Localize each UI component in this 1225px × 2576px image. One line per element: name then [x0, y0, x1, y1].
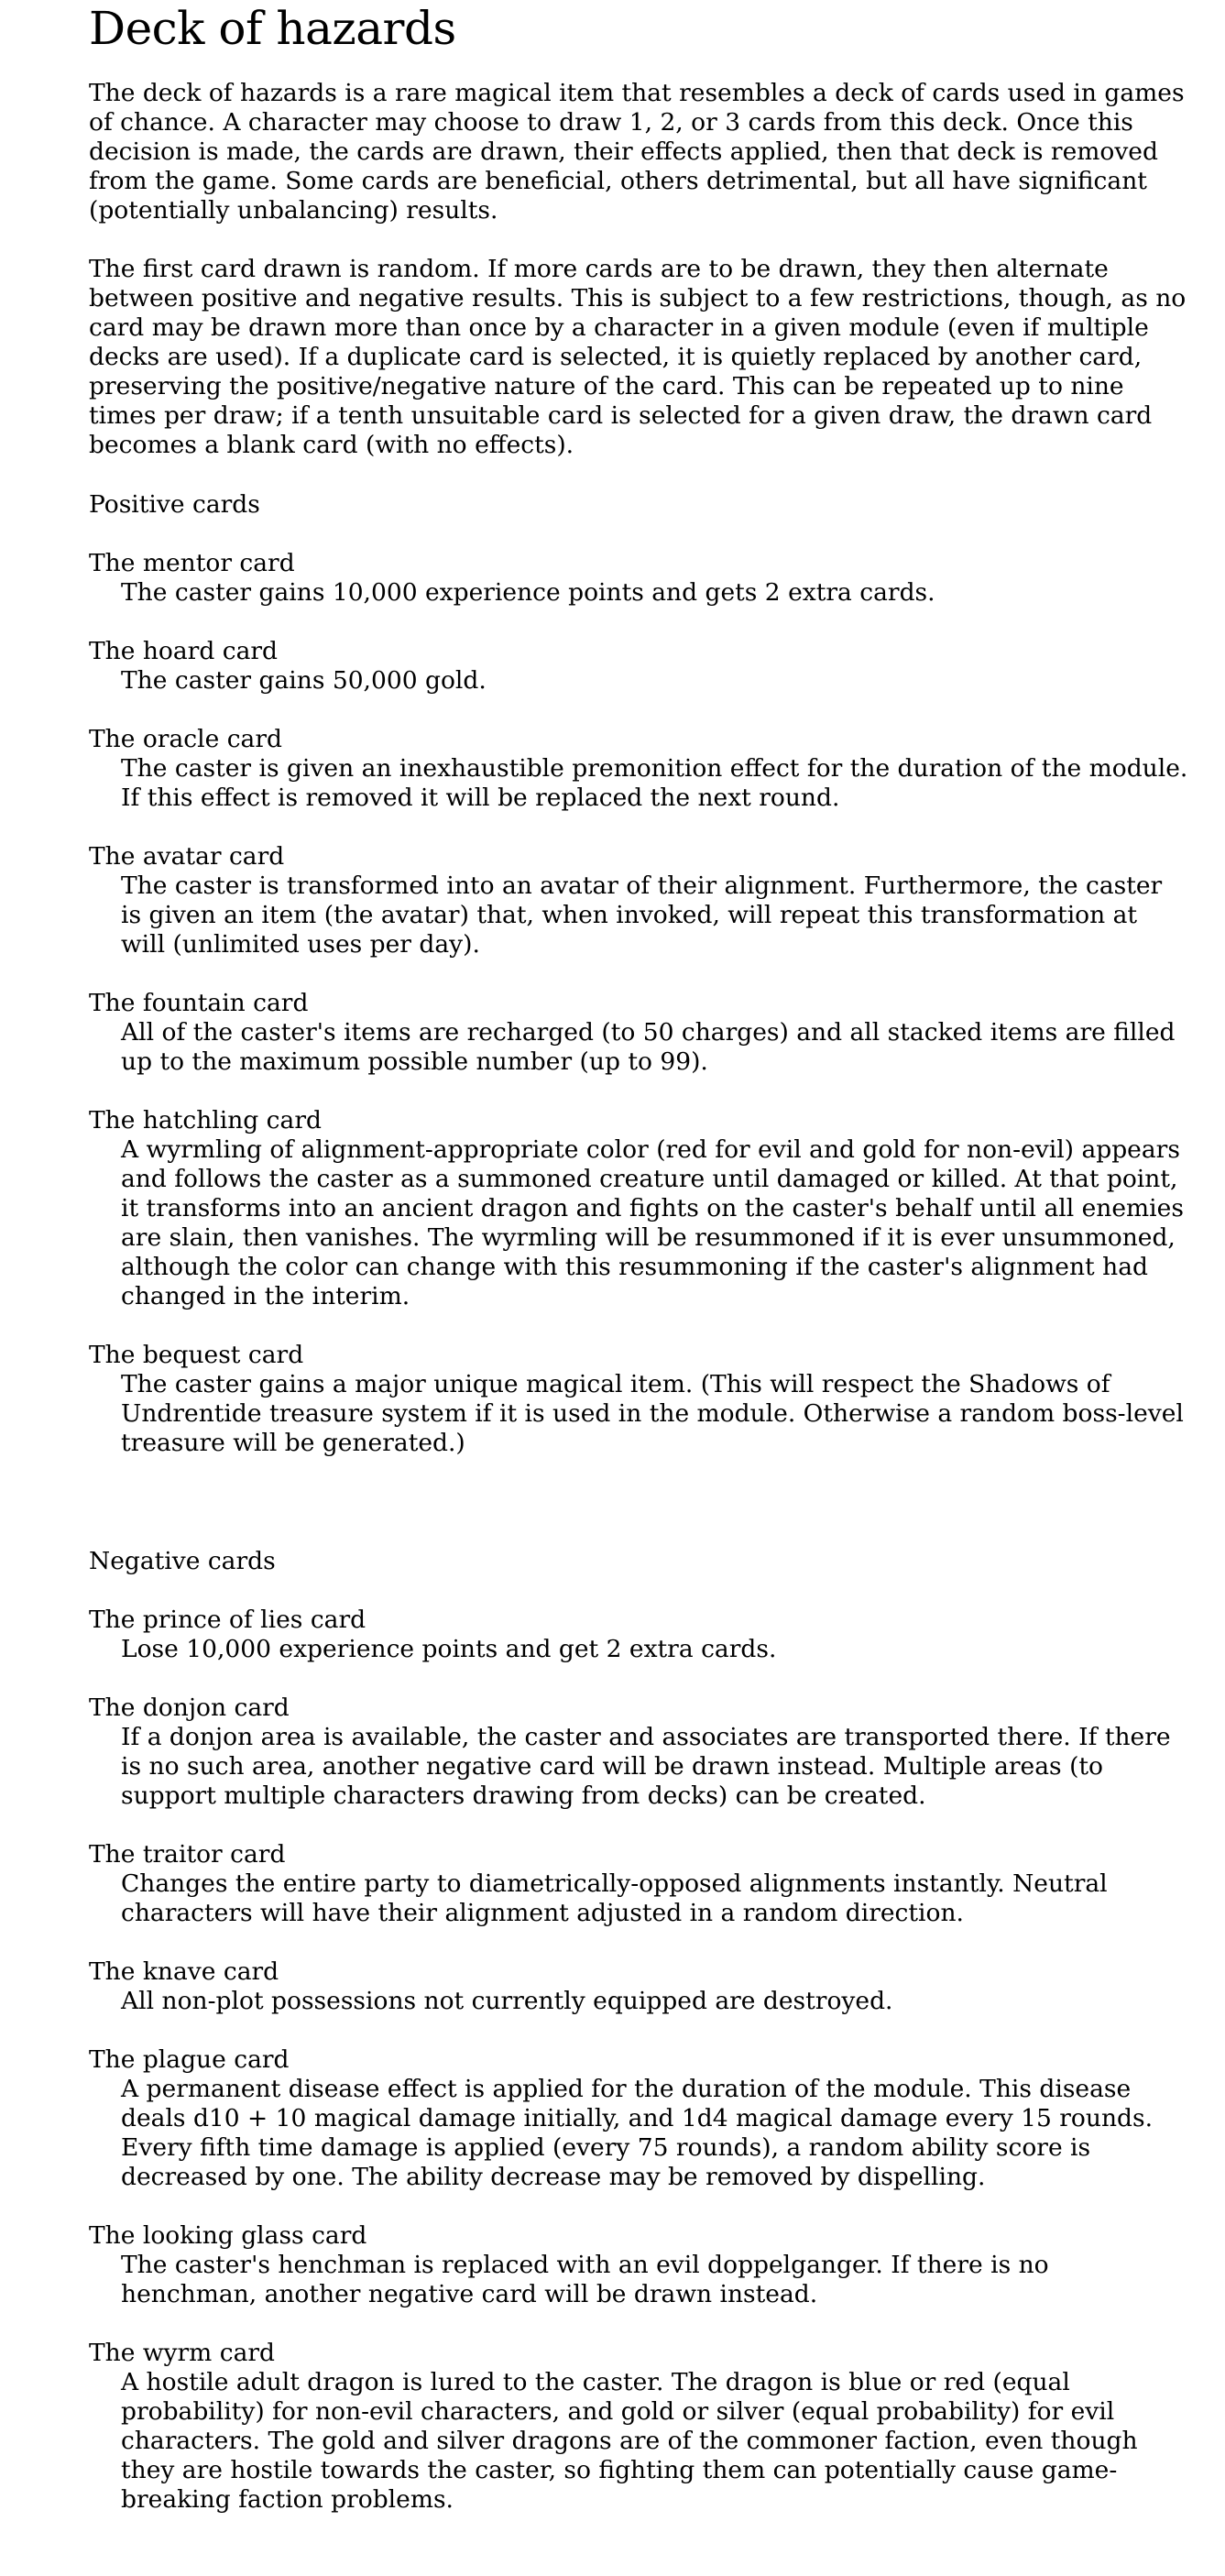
card-description: Lose 10,000 experience points and get 2 extra cards.: [121, 1635, 777, 1663]
card-description: Changes the entire party to diametrically-opposed alignments instantly. Neutral characters will have their alignment adjusted in a random direction.: [121, 1869, 1108, 1927]
card-name: The looking glass card: [89, 2221, 367, 2250]
card-description: A permanent disease effect is applied for the duration of the module. This disease deals d10 + 10 magical damage initially, and 1d4 magical damage every 15 rounds. Every fifth time damage is applied (every 75 rounds), a random ability score is decreased by one. The ability decrease may be removed by dispelling.: [121, 2075, 1153, 2191]
card-description: If a donjon area is available, the caster and associates are transported there. If there is no such area, another negative card will be drawn instead. Multiple areas (to support multiple characters drawing from decks) can be created.: [121, 1723, 1171, 1810]
card-name: The oracle card: [89, 725, 282, 753]
card-description: The caster's henchman is replaced with an evil doppelganger. If there is no henchman, another negative card will be drawn instead.: [121, 2251, 1049, 2308]
card-description: The caster is transformed into an avatar of their alignment. Furthermore, the caster is given an item (the avatar) that, when invoked, will repeat this transformation at will (unlimited uses per day).: [121, 871, 1163, 959]
intro-paragraph: The deck of hazards is a rare magical item that resembles a deck of cards used in games of chance. A character may choose to draw 1, 2, or 3 cards from this deck. Once this decision is made, the cards are drawn, their effects applied, then that deck is removed from the game. Some cards are beneficial, others detrimental, but all have significant (potentially unbalancing) results.: [89, 79, 1185, 225]
card-name: The hatchling card: [89, 1106, 322, 1135]
card-description: The caster gains a major unique magical item. (This will respect the Shadows of Undrentide treasure system if it is used in the module. Otherwise a random boss-level treasure will be generated.): [121, 1370, 1184, 1457]
card-name: The prince of lies card: [89, 1606, 366, 1634]
card-name: The hoard card: [89, 637, 278, 665]
card-name: The bequest card: [89, 1341, 304, 1369]
section-spacer: [89, 1458, 1188, 1517]
card-name: The knave card: [89, 1957, 279, 1986]
card-description: The caster gains 10,000 experience points and gets 2 extra cards.: [121, 578, 935, 607]
card-name: The avatar card: [89, 842, 285, 871]
card-name: The fountain card: [89, 989, 309, 1017]
card-description: A hostile adult dragon is lured to the caster. The dragon is blue or red (equal probability) for non-evil characters, and gold or silver (equal probability) for evil characters. The gold and silver dragons are of the commoner faction, even though they are hostile towards the caster, so fighting them can potentially cause game-breaking faction problems.: [121, 2368, 1138, 2514]
card-name: The mentor card: [89, 549, 295, 577]
negative-cards-list: [89, 1606, 1188, 2515]
card-description: All non-plot possessions not currently equipped are destroyed.: [121, 1987, 893, 2015]
card-name: The donjon card: [89, 1694, 290, 1722]
card-description: The caster gains 50,000 gold.: [121, 666, 487, 695]
card-name: The traitor card: [89, 1840, 286, 1869]
positive-cards-list: [89, 549, 1188, 1458]
article: [89, 0, 1188, 2515]
card-name: The wyrm card: [89, 2339, 275, 2367]
card-description: All of the caster's items are recharged (to 50 charges) and all stacked items are filled up to the maximum possible number (up to 99).: [121, 1018, 1176, 1076]
card-name: The plague card: [89, 2045, 290, 2074]
card-description: A wyrmling of alignment-appropriate color (red for evil and gold for non-evil) appears and follows the caster as a summoned creature until damaged or killed. At that point, it transforms into an ancient dragon and fights on the caster's behalf until all enemies are slain, then vanishes. The wyrmling will be resummoned if it is ever unsummoned, although the color can change with this resummoning if the caster's alignment had changed in the interim.: [121, 1135, 1184, 1310]
intro-paragraph: The first card drawn is random. If more cards are to be drawn, they then alternate between positive and negative results. This is subject to a few restrictions, though, as no card may be drawn more than once by a character in a given module (even if multiple decks are used). If a duplicate card is selected, it is quietly replaced by another card, preserving the positive/negative nature of the card. This can be repeated up to nine times per draw; if a tenth unsuitable card is selected for a given draw, the drawn card becomes a blank card (with no effects).: [89, 255, 1187, 459]
negative-cards-heading: Negative cards: [89, 1547, 276, 1575]
positive-cards-heading: Positive cards: [89, 490, 260, 519]
card-description: The caster is given an inexhaustible premonition effect for the duration of the module. If this effect is removed it will be replaced the next round.: [121, 754, 1188, 812]
page-title: Deck of hazards: [89, 2, 456, 55]
